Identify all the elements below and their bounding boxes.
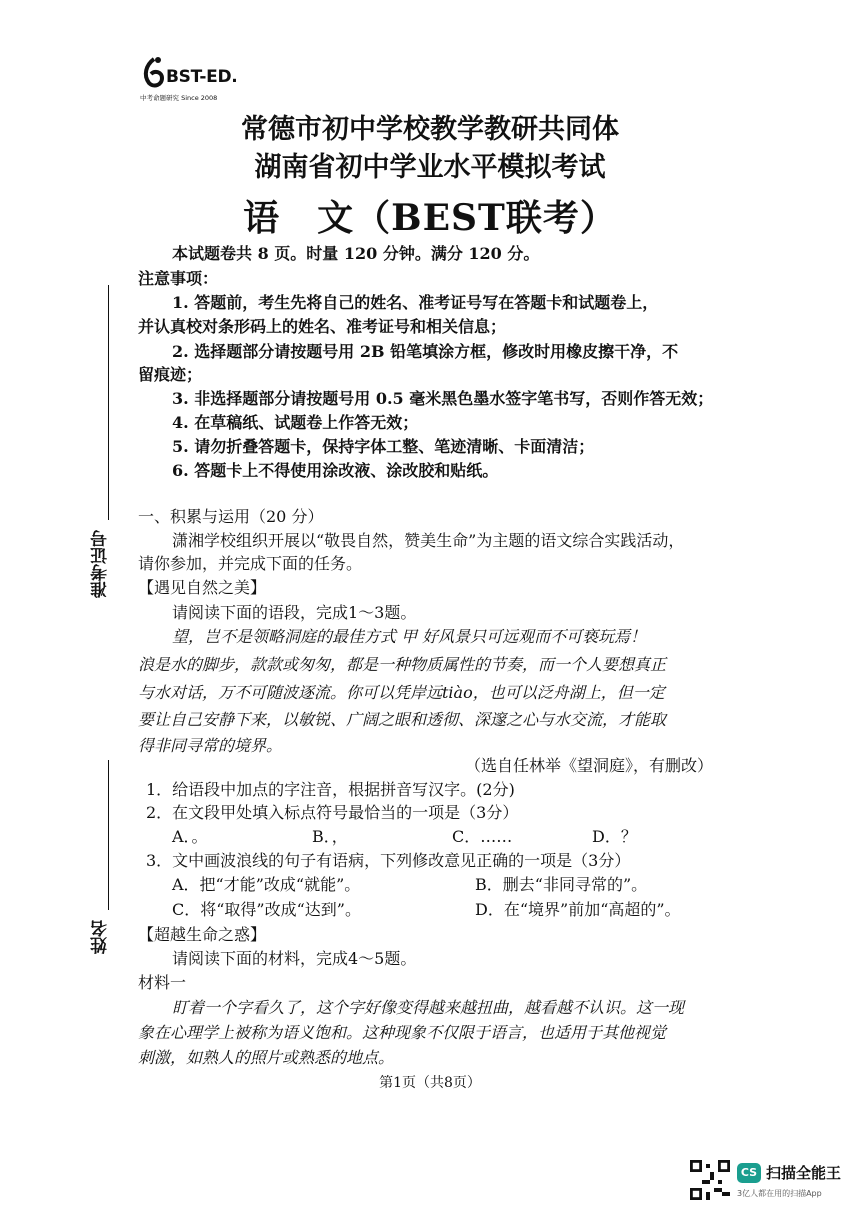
notice-heading: 注意事项： [138, 269, 219, 288]
passage-line: 要让自己安静下来，以敏锐、广阔之眼和透彻、深邃之心与水交流，才能取 [138, 710, 667, 729]
notice-line: 4. 在草稿纸、试题卷上作答无效； [172, 413, 419, 432]
passage-line: 得非同寻常的境界。 [138, 736, 283, 755]
material-line: 象在心理学上被称为语义饱和。这种现象不仅限于语言，也适用于其他视觉 [138, 1023, 667, 1042]
part2-title: 【超越生命之惑】 [138, 925, 267, 944]
material-title: 材料一 [138, 973, 187, 992]
q2-option-a: A．。 [172, 827, 208, 846]
exam-id-label: 准考证号 [91, 530, 111, 598]
exam-id-line [108, 285, 109, 520]
material-line: 刺激，如熟人的照片或熟悉的地点。 [138, 1048, 395, 1067]
part1-instruction: 请阅读下面的语段，完成1～3题。 [172, 603, 417, 622]
q2-option-b: B．， [312, 827, 348, 846]
part1-title: 【遇见自然之美】 [138, 578, 267, 597]
camscanner-badge-icon: CS [737, 1163, 761, 1183]
logo-subtitle: 中考命题研究 Since 2008 [140, 94, 218, 102]
part2-instruction: 请阅读下面的材料，完成4～5题。 [172, 949, 417, 968]
logo-mark-icon [140, 55, 166, 91]
q2-option-d: D．？ [592, 827, 637, 846]
section1-heading: 一、积累与运用（20 分） [138, 507, 324, 526]
page-footer: 第1页（共8页） [379, 1075, 481, 1091]
notice-line: 1. 答题前，考生先将自己的姓名、准考证号写在答题卡和试题卷上， [172, 293, 659, 312]
q3-option-c: C．将“取得”改成“达到”。 [172, 900, 361, 919]
q3-option-b: B．删去“非同寻常的”。 [475, 875, 648, 894]
name-field [88, 760, 118, 990]
logo-name: BST-ED. [166, 67, 238, 87]
notice-line: 并认真校对条形码上的姓名、准考证号和相关信息； [138, 317, 507, 336]
camscanner-name: 扫描全能王 [766, 1164, 842, 1182]
passage-line: 望，岂不是领略洞庭的最佳方式 甲 好风景只可远观而不可亵玩焉！ [172, 627, 647, 646]
notice-line: 3. 非选择题部分请按题号用 0.5 毫米黑色墨水签字笔书写，否则作答无效； [172, 389, 714, 408]
question-2: 2．在文段甲处填入标点符号最恰当的一项是（3分） [146, 803, 519, 822]
notice-line: 留痕迹； [138, 365, 203, 384]
material-line: 盯着一个字看久了，这个字好像变得越来越扭曲，越看越不认识。这一现 [172, 998, 685, 1017]
camscanner-tagline: 3亿人都在用的扫描App [737, 1189, 822, 1198]
title-exam: 湖南省初中学业水平模拟考试 [254, 152, 606, 183]
q3-option-a: A．把“才能”改成“就能”。 [172, 875, 361, 894]
qr-code-icon [690, 1160, 730, 1200]
passage-line: 与水对话，万不可随波逐流。你可以凭岸远tiào，也可以泛舟湖上，但一定 [138, 683, 665, 702]
notice-line: 2. 选择题部分请按题号用 2B 铅笔填涂方框，修改时用橡皮擦干净，不 [172, 342, 679, 361]
exam-id-field [88, 285, 118, 625]
section1-intro: 请你参加，并完成下面的任务。 [138, 554, 363, 573]
notice-line: 5. 请勿折叠答题卡，保持字体工整、笔迹清晰、卡面清洁； [172, 437, 595, 456]
title-organization: 常德市初中学校教学教研共同体 [241, 114, 619, 145]
question-1: 1．给语段中加点的字注音，根据拼音写汉字。(2分) [146, 780, 515, 799]
section1-intro: 潇湘学校组织开展以“敬畏自然，赞美生命”为主题的语文综合实践活动， [172, 531, 685, 550]
q3-option-d: D．在“境界”前加“高超的”。 [475, 900, 681, 919]
question-3: 3．文中画波浪线的句子有语病，下列修改意见正确的一项是（3分） [146, 851, 631, 870]
passage-source: （选自任林举《望洞庭》，有删改） [465, 756, 714, 775]
bst-logo [140, 55, 270, 103]
title-subject: 语 文（BEST联考） [243, 197, 617, 239]
q2-option-c: C．…… [452, 827, 513, 846]
name-label: 姓名 [91, 920, 111, 954]
notice-line: 6. 答题卡上不得使用涂改液、涂改胶和贴纸。 [172, 461, 499, 480]
name-line [108, 760, 109, 910]
passage-line: 浪是水的脚步，款款或匆匆，都是一种物质属性的节奏，而一个人要想真正 [138, 655, 667, 674]
exam-intro: 本试题卷共 8 页。时量 120 分钟。满分 120 分。 [172, 244, 540, 263]
